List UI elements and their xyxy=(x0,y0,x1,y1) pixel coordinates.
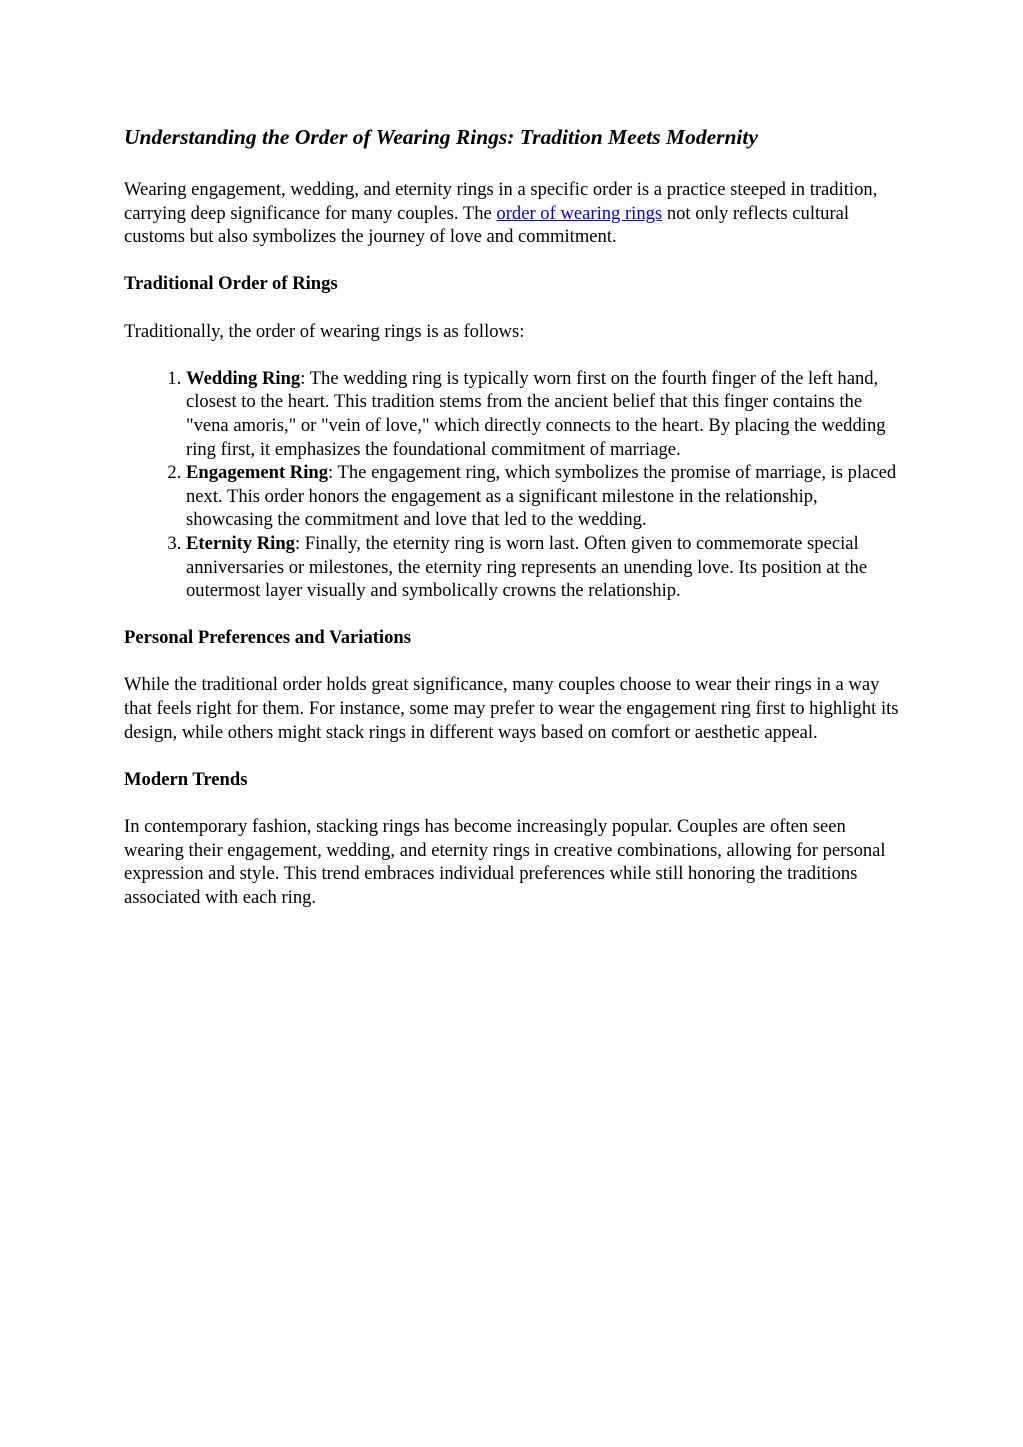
list-item-text: : Finally, the eternity ring is worn last. Often given to commemorate special anniversaries or milestones, the eternity ring represents an unending love. Its position at the outermost layer visually and symbolically crowns the relationship. xyxy=(186,532,868,602)
list-item-engagement-ring xyxy=(186,461,904,532)
list-item-term: Wedding Ring xyxy=(186,367,301,389)
page-title: Understanding the Order of Wearing Rings: Tradition Meets Modernity xyxy=(124,125,758,149)
modern-trends-heading: Modern Trends xyxy=(124,768,248,790)
list-item-text: : The engagement ring, which symbolizes the promise of marriage, is placed next. This order honors the engagement as a significant milestone in the relationship, showcasing the commitment and love that led to the wedding. xyxy=(186,462,897,531)
list-item-term: Engagement Ring xyxy=(186,462,329,484)
list-item-eternity-ring xyxy=(186,532,904,603)
traditional-order-heading: Traditional Order of Rings xyxy=(124,273,338,295)
personal-preferences-paragraph: While the traditional order holds great significance, many couples choose to wear their rings in a way that feels right for them. For instance, some may prefer to wear the engagement ring first to highlight its design, while others might stack rings in different ways based on comfort or aesthetic appeal. xyxy=(124,674,899,743)
list-item-wedding-ring xyxy=(186,367,904,461)
traditional-order-lead: Traditionally, the order of wearing rings is as follows: xyxy=(124,320,525,342)
intro-text-before-link: Wearing engagement, wedding, and eternity rings in a specific order is a practice steeped in tradition, carrying deep significance for many couples. The xyxy=(124,179,878,224)
modern-trends-paragraph: In contemporary fashion, stacking rings has become increasingly popular. Couples are often seen wearing their engagement, wedding, and eternity rings in creative combinations, allowing for personal expression and style. This trend embraces individual preferences while still honoring the traditions associated with each ring. xyxy=(124,816,886,908)
list-item-text: : The wedding ring is typically worn first on the fourth finger of the left hand, closest to the heart. This tradition stems from the ancient belief that this finger contains the "vena amoris," or "vein of love," which directly connects to the heart. By placing the wedding ring first, it emphasizes the foundational commitment of marriage. xyxy=(186,367,886,460)
order-of-wearing-rings-link[interactable]: order of wearing rings xyxy=(496,202,663,224)
intro-text-after-link: not only reflects cultural customs but also symbolizes the journey of love and commitment. xyxy=(124,202,850,248)
document-page xyxy=(124,122,904,933)
intro-paragraph xyxy=(124,178,904,249)
personal-preferences-heading: Personal Preferences and Variations xyxy=(124,627,411,649)
ring-order-list xyxy=(124,367,904,603)
list-item-term: Eternity Ring xyxy=(186,532,295,554)
